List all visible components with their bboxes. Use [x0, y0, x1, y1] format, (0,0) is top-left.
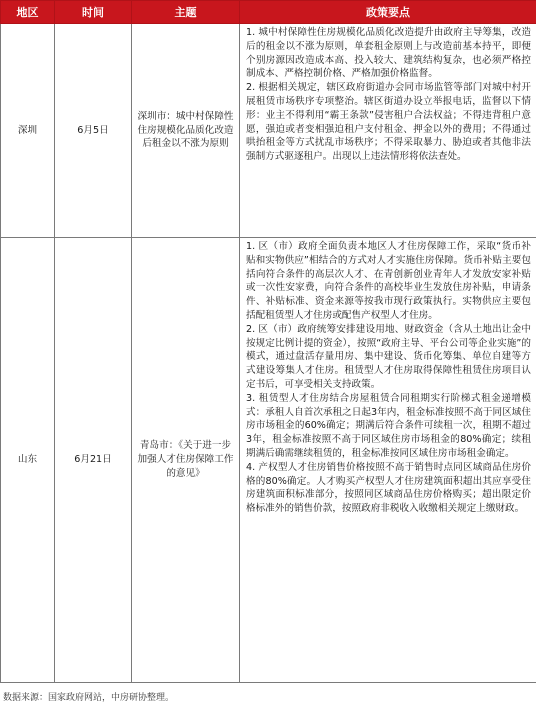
header-policy-points: 政策要点	[240, 1, 536, 24]
table-row	[1, 24, 536, 238]
source-note: 数据来源：国家政府网站，中房研协整理。	[3, 693, 175, 703]
policy-point: 1. 城中村保障性住房规模化品质化改造提升由政府主导筹集，改造后的租金以不涨为原则，单套租金原则上与改造前基本持平，即便个别房源因改造成本高、投入较大、建筑结构复杂，也必须严格控制成本、严格控制价格、严格加强价格监督。	[246, 27, 531, 80]
policy-point: 2. 区（市）政府统筹安排建设用地、财政资金（含从土地出让金中按规定比例计提的资金），按照“政府主导、平台公司等企业实施”的模式，通过盘活存量用房、集中建设、货币化筹集、单位自建等方式建设筹集人才住房。租赁型人才住房取得保障性租赁住房项目认定书后，可享受相关支持政策。	[246, 323, 531, 390]
time-cell: 6月21日	[55, 238, 132, 683]
topic-cell: 深圳市：城中村保障性住房规模化品质化改造后租金以不涨为原则	[132, 24, 240, 238]
policy-points-cell	[240, 238, 536, 683]
header-time: 时间	[55, 1, 132, 24]
policy-point: 4. 产权型人才住房销售价格按照不高于销售时点同区域商品住房价格的80%确定。人才购买产权型人才住房建筑面积超出其应享受住房建筑面积标准部分，按照同区域商品住房价格购买；超出限定价格标准外的销售价款，按照政府非税收入收缴相关规定上缴财政。	[246, 461, 531, 515]
region-cell: 山东	[1, 238, 55, 683]
policy-points-cell	[240, 24, 536, 238]
table-row	[1, 238, 536, 683]
topic-cell: 青岛市：《关于进一步加强人才住房保障工作的意见》	[132, 238, 240, 683]
policy-point: 2. 根据相关规定，辖区政府街道办会同市场监管等部门对城中村开展租赁市场秩序专项整治。辖区街道办设立举报电话，监督以下情形：业主不得利用“霸王条款”侵害租户合法权益；不得违背租户意愿，强迫或者变相强迫租户支付租金、押金以外的费用；不得通过哄抬租金等方式扰乱市场秩序；不得采取暴力、胁迫或者其他非法强制方式驱逐租户。出现以上违法情形将依法查处。	[246, 82, 531, 163]
table-header-row	[1, 1, 536, 24]
header-region: 地区	[1, 1, 55, 24]
policy-point: 3. 租赁型人才住房结合房屋租赁合同租期实行阶梯式租金递增模式：承租人自首次承租之日起3年内，租金标准按照不高于同区域住房市场租金的60%确定；期满后符合条件可续租一次，租期不超过3年，租金标准按照不高于同区域住房市场租金的80%确定；续租期满后确需继续租赁的，租金标准按同区域住房市场租金确定。	[246, 392, 531, 459]
header-topic: 主题	[132, 1, 240, 24]
region-cell: 深圳	[1, 24, 55, 238]
time-cell: 6月5日	[55, 24, 132, 238]
policy-point: 1. 区（市）政府全面负责本地区人才住房保障工作，采取“货币补贴和实物供应”相结合的方式对人才实施住房保障。货币补贴主要包括向符合条件的高层次人才、在青创新创业青年人才发放安家补贴或一次性安家费，向符合条件的高校毕业生发放住房补贴，申请条件、补贴标准、资金来源等按我市现行政策执行。实物供应主要包括配租赁型人才住房或配售产权型人才住房。	[246, 241, 531, 321]
